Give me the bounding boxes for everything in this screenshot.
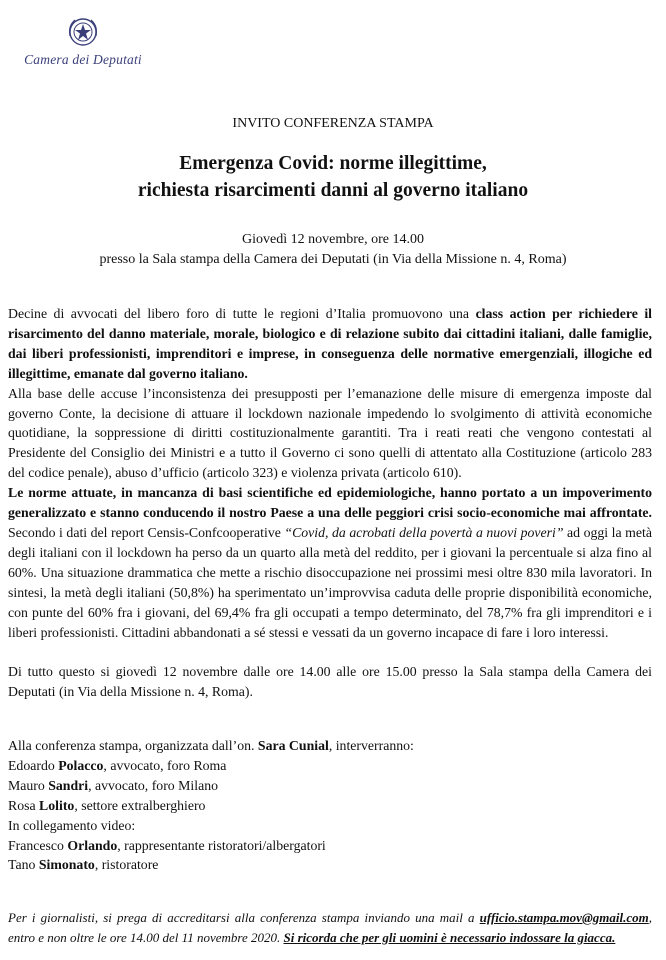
event-date: Giovedì 12 novembre, ore 14.00 [242,232,424,247]
body-text [8,304,652,702]
speaker-item [8,756,652,776]
footer-text-b: , entro e non oltre le ore 14.00 del 11 novembre 2020. [8,910,652,945]
speaker-first: Francesco [8,837,68,853]
paragraph-3 [8,483,652,642]
video-label: In collegamento video: [8,817,136,833]
organizer-name: Sara Cunial [257,738,329,753]
intro-text: Alla conferenza stampa, organizzata dall’on. [8,738,258,753]
event-location: presso la Sala stampa della Camera dei Deputati (in Via della Missione n. 4, Roma) [99,252,567,267]
paragraph-4: Di tutto questo si giovedì 12 novembre dalle ore 14.00 alle ore 15.00 presso la Sala stampa della Camera dei Deputati (in Via della Missione n. 4, Roma). [8,664,652,700]
speaker-role: , avvocato, foro Milano [88,777,218,793]
p3-text-a: Secondo i dati del report Censis-Confcooperative [8,524,285,540]
camera-logo [18,14,148,68]
footer-note [8,908,652,947]
title-line-2: richiesta risarcimenti danni al governo italiano [137,180,529,201]
paragraph-2: Alla base delle accuse l’inconsistenza dei presupposti per l’emanazione delle misure di emergenza imposte dal governo Conte, la decisione di attuare il lockdown nazionale impedendo lo svolgimento di attività economiche quotidiane, la soppressione di diritti costituzionalmente garantiti. Tra i reati reati che vengono contestati al Presidente del Consiglio dei Ministri e a tutto il Governo ci sono quelli di attentato alla Costituzione (articolo 283 del codice penale), abuso d’ufficio (articolo 323) e violenza privata (articolo 610). [8,385,652,481]
speaker-item [8,836,652,856]
logo-text: Camera dei Deputati [24,52,142,67]
speaker-item [8,776,652,796]
event-details [0,230,666,270]
email-link[interactable]: ufficio.stampa.mov@gmail.com [479,910,649,925]
speaker-first: Mauro [8,777,49,793]
speaker-role: , rappresentante ristoratori/albergatori [117,837,326,853]
speaker-last: Polacco [58,757,104,773]
p3-bold: Le norme attuate, in mancanza di basi scientifiche ed epidemiologiche, hanno portato a un impoverimento generalizzato e stanno conducendo il nostro Paese a una delle peggiori crisi socio-economiche mai affrontate. [8,485,652,521]
p1-text: Decine di avvocati del libero foro di tutte le regioni d’Italia promuovono una [8,306,476,321]
page-title [0,150,666,204]
report-title: “Covid, da acrobati della povertà a nuovi poveri” [284,524,564,540]
speaker-last: Orlando [67,837,118,853]
speaker-last: Lolito [39,797,75,813]
p3-text-b: ad oggi la metà degli italiani con il lockdown ha perso da un quarto alla metà del reddito, per i giovani la percentuale si alza fino al 60%. Una situazione drammatica che mette a rischio disoccupazione nei prossimi mesi oltre 830 mila lavoratori. In sintesi, la metà degli italiani (50,8%) ha sperimentato un’improvvisa caduta delle proprie disponibilità economiche, con punte del 60% fra i giovani, del 69,4% fra gli occupati a tempo determinato, del 78,7% fra gli imprenditori e i liberi professionisti. Cittadini abbandonati a sé stessi e vessati da un governo incapace di fare i loro interessi. [8,524,652,640]
speaker-first: Rosa [8,797,40,813]
speaker-last: Simonato [38,857,95,873]
invito-heading: INVITO CONFERENZA STAMPA [232,116,434,131]
title-line-1: Emergenza Covid: norme illegittime, [179,153,487,174]
p1-bold: class action per richiedere il risarcimento del danno materiale, morale, biologico e di relazione subito dai cittadini italiani, dalle famiglie, dai liberi professionisti, imprenditori e imprese, in conseguenza delle normative emergenziali, illogiche ed illegittime, emanate dal governo italiano. [8,306,653,381]
paragraph-1 [8,304,652,384]
speaker-role: , settore extralberghiero [74,797,206,813]
intro-text-end: , interverranno: [328,738,414,753]
speaker-role: , avvocato, foro Roma [103,757,227,773]
speaker-item [8,855,652,875]
speaker-first: Edoardo [8,757,59,773]
speakers-intro [8,736,652,756]
speaker-last: Sandri [48,777,89,793]
speaker-first: Tano [8,857,39,873]
footer-text: Per i giornalisti, si prega di accreditarsi alla conferenza stampa inviando una mail a [8,910,480,925]
emblem-icon [65,14,101,50]
speakers-section [8,736,652,875]
speaker-item [8,796,652,816]
speaker-role: , ristoratore [94,857,159,873]
dress-code-note: Si ricorda che per gli uomini è necessario indossare la giacca. [283,929,616,945]
